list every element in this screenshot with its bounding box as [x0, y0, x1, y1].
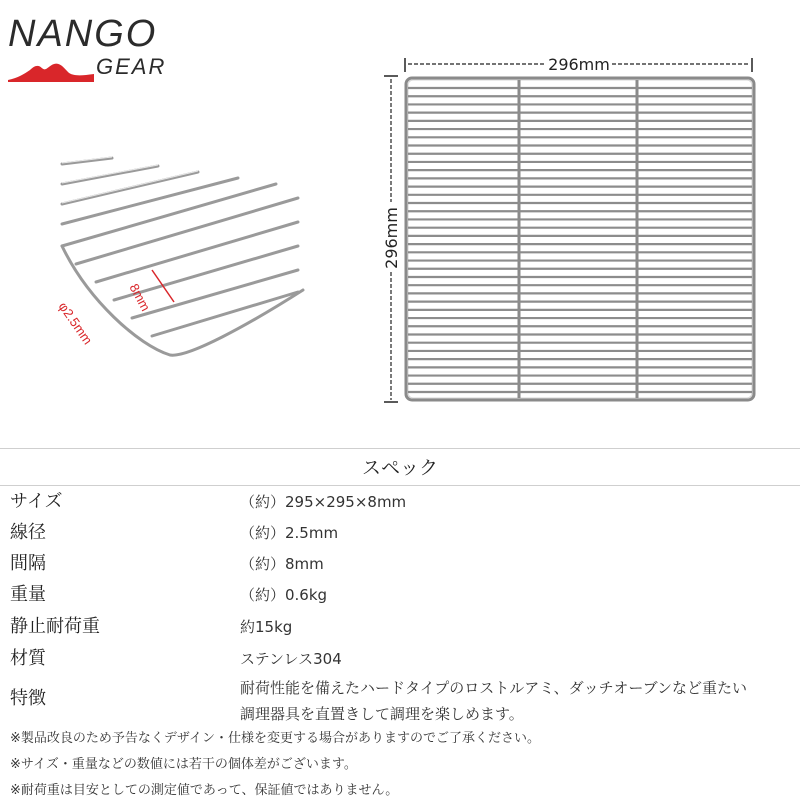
spec-value: （約）2.5mm [240, 524, 339, 542]
spec-label: 重量 [10, 584, 46, 605]
width-label: 296mm [548, 55, 610, 74]
logo-wordmark: NANGO [8, 13, 158, 55]
spec-label: 間隔 [10, 553, 46, 574]
diameter-label: φ2.5mm [55, 299, 96, 348]
height-label: 296mm [382, 207, 401, 269]
note-text: ※サイズ・重量などの数値には若干の個体差がございます。 [10, 757, 357, 772]
spec-value: ステンレス304 [240, 650, 342, 668]
spec-title: スペック [0, 448, 800, 486]
spec-value: 調理器具を直置きして調理を楽しめます。 [240, 705, 524, 723]
spec-value: （約）0.6kg [240, 586, 328, 604]
spec-value: 耐荷性能を備えたハードタイプのロストルアミ、ダッチオーブンなど重たい [240, 679, 748, 697]
brand-logo [8, 14, 188, 84]
spec-label: 特徴 [10, 688, 46, 709]
spec-label: 静止耐荷重 [10, 616, 100, 637]
spec-section [0, 448, 800, 800]
grill-net-image [378, 52, 780, 414]
logo-subtitle: GEAR [96, 54, 167, 79]
logo-wave-icon [8, 60, 94, 82]
spacing-label: 8mm [126, 281, 154, 314]
grill-detail-image [48, 150, 318, 390]
spec-value: （約）8mm [240, 555, 324, 573]
spec-label: サイズ [10, 491, 63, 512]
note-text: ※製品改良のため予告なくデザイン・仕様を変更する場合がありますのでご了承ください。 [10, 731, 540, 746]
spec-value: （約）295×295×8mm [240, 493, 407, 511]
spec-label: 材質 [10, 648, 46, 669]
spec-value: 約15kg [240, 618, 293, 636]
note-text: ※耐荷重は目安としての測定値であって、保証値ではありません。 [10, 783, 399, 798]
spec-label: 線径 [10, 522, 46, 543]
